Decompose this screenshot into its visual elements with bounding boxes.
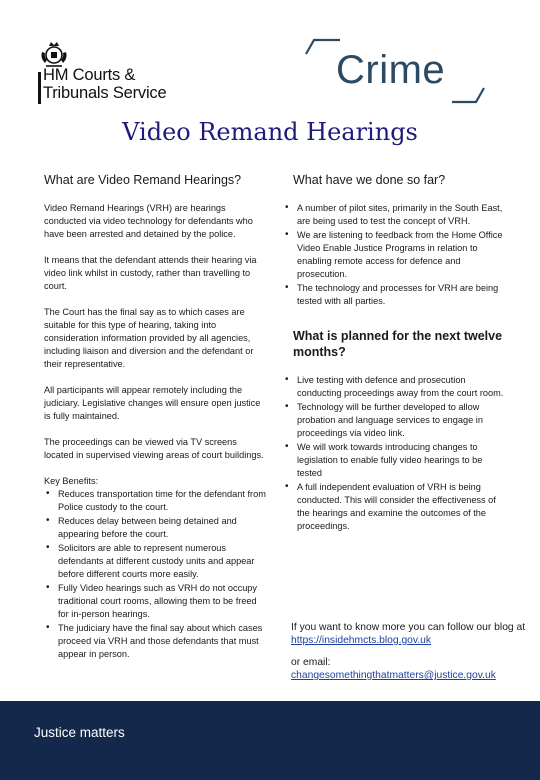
planned-heading: What is planned for the next twelve months? bbox=[293, 329, 503, 359]
paragraph: Video Remand Hearings (VRH) are hearings conducted via video technology for defendants who have been arrested and detained by the police. bbox=[44, 203, 253, 239]
list-item: • We are listening to feedback from the Home Office Video Enable Justice Programs in relation to enabling remote access for defence and prosecution. bbox=[283, 229, 508, 281]
blog-link[interactable]: https://insidehmcts.blog.gov.uk bbox=[291, 635, 432, 646]
footer-bar bbox=[0, 701, 540, 780]
paragraph: The proceedings can be viewed via TV screens located in supervised viewing areas of court buildings. bbox=[44, 437, 264, 460]
list-item: • Reduces transportation time for the defendant from Police custody to the court. bbox=[44, 488, 269, 514]
list-item: • Solicitors are able to represent numerous defendants at different custody units and appear before different courts more easily. bbox=[44, 542, 269, 581]
crime-brand bbox=[300, 30, 490, 115]
left-column bbox=[44, 172, 269, 673]
logo-bar bbox=[38, 72, 41, 104]
list-item: • A number of pilot sites, primarily in the South East, are being used to test the concept of VRH. bbox=[283, 202, 508, 228]
list-item: • The technology and processes for VRH are being tested with all parties. bbox=[283, 282, 508, 308]
page-title: Video Remand Hearings bbox=[122, 118, 418, 146]
list-item: • Technology will be further developed to allow probation and language services to engage in proceedings via video link. bbox=[283, 401, 508, 440]
benefits-list bbox=[44, 488, 269, 661]
done-list bbox=[283, 202, 508, 308]
benefits-heading: Key Benefits: bbox=[44, 476, 99, 486]
list-item: • Fully Video hearings such as VRH do not occupy traditional court rooms, allowing them to be freed for in-person hearings. bbox=[44, 582, 269, 621]
logo-text bbox=[43, 66, 166, 102]
paragraph: The Court has the final say as to which cases are suitable for this type of hearing, taking into consideration information provided by all agencies, including liaison and diversion and the defendant or their representative. bbox=[44, 307, 254, 369]
footer-text: Justice matters bbox=[34, 725, 125, 740]
hmcts-logo bbox=[38, 38, 198, 108]
logo-line-1: HM Courts & bbox=[43, 66, 136, 84]
done-heading: What have we done so far? bbox=[293, 173, 446, 187]
paragraph: It means that the defendant attends their hearing via video link whilst in custody, rather than travelling to court. bbox=[44, 255, 257, 291]
right-column bbox=[283, 172, 508, 545]
logo-line-2: Tribunals Service bbox=[43, 84, 167, 102]
contact-block bbox=[291, 621, 531, 682]
list-item: • We will work towards introducing changes to legislation to enable fully video hearings to be tested bbox=[283, 441, 508, 480]
contact-text: If you want to know more you can follow our blog at bbox=[291, 622, 526, 633]
list-item: • A full independent evaluation of VRH is being conducted. This will consider the effectiveness of the hearings and examine the outcomes of the proceedings. bbox=[283, 481, 508, 533]
email-link[interactable]: changesomethingthatmatters@justice.gov.uk bbox=[291, 670, 496, 681]
list-item: • The judiciary have the final say about which cases proceed via VRH and those defendants that must appear in person. bbox=[44, 622, 269, 661]
left-heading: What are Video Remand Hearings? bbox=[44, 173, 242, 187]
brand-word: Crime bbox=[336, 48, 446, 92]
planned-list bbox=[283, 374, 508, 533]
list-item: • Reduces delay between being detained and appearing before the court. bbox=[44, 515, 269, 541]
paragraph: All participants will appear remotely including the judiciary. Legislative changes will ensure open justice is fully maintained. bbox=[44, 385, 261, 421]
list-item: • Live testing with defence and prosecution conducting proceedings away from the court room. bbox=[283, 374, 508, 400]
email-label: or email: bbox=[291, 657, 331, 668]
